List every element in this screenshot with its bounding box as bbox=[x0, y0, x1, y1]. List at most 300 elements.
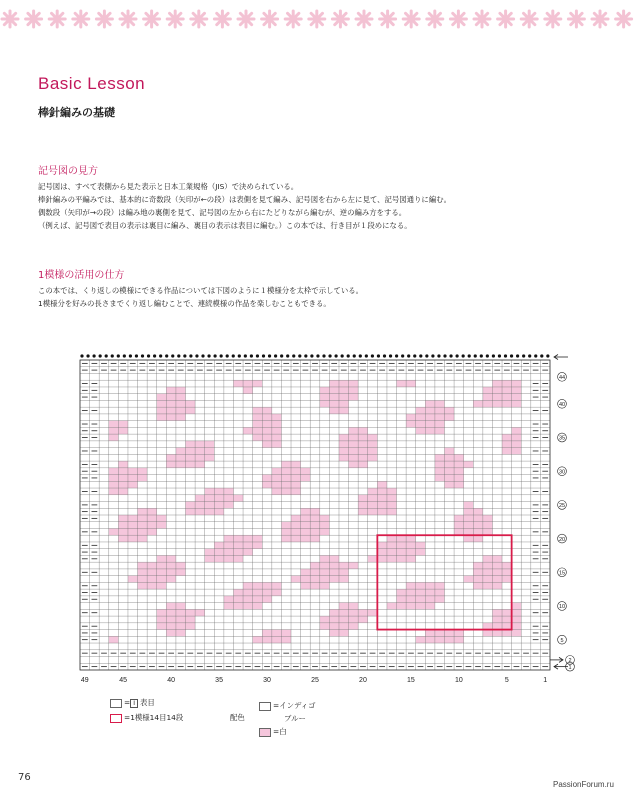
x-tick-label: 35 bbox=[215, 677, 223, 684]
chart-cell-white bbox=[512, 427, 522, 434]
chart-cell-white bbox=[195, 502, 205, 509]
cast-off-dot bbox=[347, 354, 350, 357]
chart-cell-white bbox=[492, 616, 502, 623]
svg-text:20: 20 bbox=[558, 536, 566, 543]
chart-cell-white bbox=[512, 448, 522, 455]
chart-cell-white bbox=[186, 508, 196, 515]
chart-cell-white bbox=[128, 528, 138, 535]
chart-cell-white bbox=[492, 555, 502, 562]
cast-off-dot bbox=[117, 354, 120, 357]
chart-cell-white bbox=[157, 407, 167, 414]
chart-cell-white bbox=[444, 454, 454, 461]
chart-cell-white bbox=[243, 542, 253, 549]
chart-cell-white bbox=[377, 549, 387, 556]
chart-cell-white bbox=[109, 475, 119, 482]
chart-cell-white bbox=[157, 623, 167, 630]
chart-cell-white bbox=[339, 448, 349, 455]
chart-cell-white bbox=[320, 528, 330, 535]
chart-cell-white bbox=[253, 542, 263, 549]
chart-cell-white bbox=[310, 508, 320, 515]
chart-cell-white bbox=[397, 380, 407, 387]
chart-cell-white bbox=[512, 394, 522, 401]
chart-cell-white bbox=[243, 427, 253, 434]
chart-cell-white bbox=[176, 616, 186, 623]
chart-cell-white bbox=[464, 528, 474, 535]
chart-cell-white bbox=[358, 502, 368, 509]
chart-cell-white bbox=[157, 414, 167, 421]
chart-cell-white bbox=[406, 555, 416, 562]
chart-cell-white bbox=[214, 502, 224, 509]
chart-cell-white bbox=[147, 522, 157, 529]
chart-cell-white bbox=[186, 441, 196, 448]
chart-cell-white bbox=[349, 427, 359, 434]
chart-cell-white bbox=[157, 569, 167, 576]
chart-cell-white bbox=[512, 380, 522, 387]
chart-cell-white bbox=[301, 528, 311, 535]
chart-cell-white bbox=[118, 522, 128, 529]
chart-cell-white bbox=[272, 427, 282, 434]
chart-cell-white bbox=[157, 609, 167, 616]
chart-cell-white bbox=[368, 454, 378, 461]
chart-cell-white bbox=[128, 535, 138, 542]
x-tick-label: 49 bbox=[80, 677, 89, 684]
chart-cell-white bbox=[262, 582, 272, 589]
chart-cell-white bbox=[253, 596, 263, 603]
cast-off-dot bbox=[528, 354, 531, 357]
chart-cell-white bbox=[147, 508, 157, 515]
chart-cell-white bbox=[483, 569, 493, 576]
chart-cell-white bbox=[377, 508, 387, 515]
cast-off-dot bbox=[413, 354, 416, 357]
chart-cell-white bbox=[320, 569, 330, 576]
chart-cell-white bbox=[473, 515, 483, 522]
y-tick-label bbox=[558, 500, 567, 509]
chart-cell-white bbox=[320, 394, 330, 401]
chart-cell-white bbox=[483, 387, 493, 394]
chart-cell-white bbox=[397, 596, 407, 603]
chart-cell-white bbox=[224, 542, 234, 549]
chart-cell-white bbox=[435, 400, 445, 407]
chart-cell-white bbox=[281, 475, 291, 482]
chart-cell-white bbox=[349, 434, 359, 441]
chart-cell-white bbox=[349, 623, 359, 630]
cast-off-dot bbox=[195, 354, 198, 357]
chart-cell-white bbox=[339, 630, 349, 637]
cast-off-dot bbox=[425, 354, 428, 357]
chart-cell-white bbox=[301, 515, 311, 522]
chart-motif-cells bbox=[109, 380, 521, 643]
chart-cell-white bbox=[214, 488, 224, 495]
chart-cell-white bbox=[224, 535, 234, 542]
chart-cell-white bbox=[368, 448, 378, 455]
chart-cell-white bbox=[483, 528, 493, 535]
chart-cell-white bbox=[147, 582, 157, 589]
cast-off-dot bbox=[456, 354, 459, 357]
cast-off-dot bbox=[316, 354, 319, 357]
chart-cell-white bbox=[502, 387, 512, 394]
chart-cell-white bbox=[205, 549, 215, 556]
legend-repeat-text: =1模様14目14段 bbox=[124, 713, 184, 722]
y-tick-label bbox=[558, 433, 567, 442]
chart-cell-white bbox=[368, 609, 378, 616]
chart-cell-white bbox=[301, 569, 311, 576]
chart-cell-white bbox=[166, 609, 176, 616]
chart-cell-white bbox=[138, 569, 148, 576]
chart-cell-white bbox=[224, 603, 234, 610]
chart-cell-white bbox=[502, 609, 512, 616]
svg-text:25: 25 bbox=[558, 503, 566, 510]
cast-off-dot bbox=[256, 354, 259, 357]
chart-cell-white bbox=[301, 522, 311, 529]
cast-off-dot bbox=[462, 354, 465, 357]
cast-off-dot bbox=[147, 354, 150, 357]
chart-cell-white bbox=[310, 528, 320, 535]
cast-off-dot bbox=[129, 354, 132, 357]
cast-off-dot bbox=[359, 354, 362, 357]
chart-cell-white bbox=[262, 475, 272, 482]
legend-color-heading: 配色 bbox=[230, 713, 245, 722]
chart-cell-white bbox=[291, 488, 301, 495]
chart-cell-white bbox=[157, 562, 167, 569]
cast-off-dot bbox=[274, 354, 277, 357]
svg-text:1: 1 bbox=[568, 664, 572, 671]
cast-off-dot bbox=[310, 354, 313, 357]
chart-cell-white bbox=[397, 535, 407, 542]
section-heading-repeat-usage: 1模様の活用の仕方 bbox=[38, 270, 125, 281]
chart-cell-white bbox=[416, 542, 426, 549]
chart-cell-white bbox=[358, 448, 368, 455]
cast-off-dot bbox=[304, 354, 307, 357]
cast-off-dot bbox=[298, 354, 301, 357]
section1-line-3: 偶数段（矢印が→の段）は編み地の裏側を見て、記号図の左から右にたどりながら編むが、逆の編み方をする。 bbox=[38, 208, 407, 217]
chart-cell-white bbox=[320, 576, 330, 583]
chart-cell-white bbox=[339, 434, 349, 441]
svg-text:2: 2 bbox=[568, 658, 572, 665]
chart-cell-white bbox=[444, 475, 454, 482]
chart-cell-white bbox=[320, 515, 330, 522]
chart-cell-white bbox=[176, 448, 186, 455]
chart-cell-white bbox=[301, 468, 311, 475]
chart-cell-white bbox=[109, 636, 119, 643]
chart-cell-white bbox=[224, 555, 234, 562]
chart-cell-white bbox=[368, 488, 378, 495]
chart-cell-white bbox=[425, 603, 435, 610]
chart-cell-white bbox=[109, 468, 119, 475]
chart-cell-white bbox=[262, 636, 272, 643]
chart-cell-white bbox=[233, 542, 243, 549]
chart-cell-white bbox=[243, 387, 253, 394]
cast-off-dot bbox=[546, 354, 549, 357]
chart-cell-white bbox=[512, 609, 522, 616]
white-swatch bbox=[259, 728, 271, 737]
chart-cell-white bbox=[166, 400, 176, 407]
chart-cell-white bbox=[214, 508, 224, 515]
chart-cell-white bbox=[435, 468, 445, 475]
chart-cell-white bbox=[118, 421, 128, 428]
chart-cell-white bbox=[483, 623, 493, 630]
y-tick-label bbox=[558, 467, 567, 476]
chart-cell-white bbox=[205, 488, 215, 495]
chart-cell-white bbox=[492, 630, 502, 637]
chart-cell-white bbox=[138, 535, 148, 542]
chart-cell-white bbox=[205, 508, 215, 515]
chart-cell-white bbox=[358, 434, 368, 441]
cast-off-dot bbox=[286, 354, 289, 357]
chart-cell-white bbox=[176, 407, 186, 414]
chart-cell-white bbox=[109, 434, 119, 441]
chart-cell-white bbox=[339, 380, 349, 387]
chart-cell-white bbox=[464, 576, 474, 583]
legend-repeat bbox=[110, 712, 183, 723]
chart-cell-white bbox=[272, 414, 282, 421]
chart-cell-white bbox=[406, 414, 416, 421]
chart-cell-white bbox=[138, 522, 148, 529]
chart-cell-white bbox=[157, 616, 167, 623]
chart-cell-white bbox=[214, 495, 224, 502]
chart-cell-white bbox=[512, 441, 522, 448]
chart-cell-white bbox=[262, 481, 272, 488]
cast-off-dot bbox=[165, 354, 168, 357]
chart-cell-white bbox=[454, 481, 464, 488]
chart-cell-white bbox=[262, 589, 272, 596]
cast-off-dot bbox=[80, 354, 83, 357]
chart-cell-white bbox=[272, 630, 282, 637]
chart-cell-white bbox=[109, 421, 119, 428]
chart-cell-white bbox=[310, 576, 320, 583]
chart-cell-white bbox=[138, 515, 148, 522]
chart-cell-white bbox=[147, 576, 157, 583]
chart-cell-white bbox=[473, 522, 483, 529]
chart-cell-white bbox=[118, 535, 128, 542]
chart-cell-white bbox=[138, 562, 148, 569]
chart-cell-white bbox=[281, 630, 291, 637]
chart-cell-white bbox=[224, 549, 234, 556]
chart-cell-white bbox=[186, 454, 196, 461]
chart-cell-white bbox=[464, 515, 474, 522]
x-tick-label: 45 bbox=[119, 677, 128, 684]
legend-color1-text2: ブルー bbox=[284, 714, 306, 723]
chart-cell-white bbox=[138, 508, 148, 515]
chart-cell-white bbox=[358, 441, 368, 448]
chart-cell-white bbox=[109, 488, 119, 495]
chart-cell-white bbox=[195, 454, 205, 461]
chart-cell-white bbox=[473, 400, 483, 407]
chart-cell-white bbox=[147, 562, 157, 569]
chart-cell-white bbox=[416, 427, 426, 434]
chart-cell-white bbox=[176, 454, 186, 461]
chart-cell-white bbox=[473, 576, 483, 583]
chart-cell-white bbox=[310, 562, 320, 569]
chart-cell-white bbox=[128, 522, 138, 529]
chart-cell-white bbox=[291, 481, 301, 488]
chart-cell-white bbox=[320, 400, 330, 407]
chart-cell-white bbox=[243, 380, 253, 387]
chart-cell-white bbox=[339, 387, 349, 394]
svg-text:40: 40 bbox=[558, 402, 566, 409]
chart-cell-white bbox=[128, 475, 138, 482]
chart-cell-white bbox=[281, 522, 291, 529]
chart-cell-white bbox=[176, 603, 186, 610]
chart-cell-white bbox=[444, 481, 454, 488]
chart-cell-white bbox=[464, 522, 474, 529]
chart-cell-white bbox=[157, 400, 167, 407]
chart-cell-white bbox=[349, 380, 359, 387]
chart-cell-white bbox=[281, 528, 291, 535]
chart-cell-white bbox=[397, 603, 407, 610]
chart-cell-white bbox=[368, 502, 378, 509]
chart-cell-white bbox=[233, 535, 243, 542]
section2-line-1: この本では、くり返しの模様にできる作品については下図のように１模様分を太枠で示している。 bbox=[38, 286, 364, 295]
chart-cell-white bbox=[349, 387, 359, 394]
chart-cell-white bbox=[272, 475, 282, 482]
chart-cell-white bbox=[454, 515, 464, 522]
chart-cell-white bbox=[349, 454, 359, 461]
repeat-swatch bbox=[110, 714, 122, 723]
chart-cell-white bbox=[444, 468, 454, 475]
svg-text:44: 44 bbox=[558, 375, 566, 382]
chart-cell-white bbox=[301, 582, 311, 589]
chart-cell-white bbox=[502, 562, 512, 569]
chart-cell-white bbox=[233, 495, 243, 502]
chart-cell-white bbox=[358, 461, 368, 468]
cast-off-dot bbox=[111, 354, 114, 357]
cast-off-dot bbox=[189, 354, 192, 357]
chart-cell-white bbox=[233, 555, 243, 562]
chart-cell-white bbox=[329, 400, 339, 407]
chart-cell-white bbox=[195, 448, 205, 455]
x-tick-label: 30 bbox=[263, 677, 271, 684]
chart-cell-white bbox=[291, 535, 301, 542]
chart-cell-white bbox=[339, 394, 349, 401]
cast-off-dot bbox=[214, 354, 217, 357]
legend-color-indigo bbox=[259, 700, 316, 711]
chart-cell-white bbox=[397, 549, 407, 556]
chart-cell-white bbox=[435, 475, 445, 482]
chart-cell-white bbox=[253, 535, 263, 542]
chart-cell-white bbox=[492, 623, 502, 630]
cast-off-dot bbox=[383, 354, 386, 357]
chart-cell-white bbox=[349, 616, 359, 623]
chart-cell-white bbox=[377, 488, 387, 495]
chart-cell-white bbox=[416, 407, 426, 414]
cast-off-dot bbox=[105, 354, 108, 357]
chart-cell-white bbox=[166, 555, 176, 562]
chart-cell-white bbox=[349, 461, 359, 468]
chart-cell-white bbox=[368, 441, 378, 448]
chart-cell-white bbox=[387, 495, 397, 502]
chart-cell-white bbox=[262, 421, 272, 428]
chart-cell-white bbox=[339, 616, 349, 623]
chart-cell-white bbox=[224, 596, 234, 603]
chart-cell-white bbox=[272, 441, 282, 448]
y-tick-label bbox=[558, 399, 567, 408]
chart-cell-white bbox=[425, 421, 435, 428]
chart-cell-white bbox=[502, 394, 512, 401]
chart-cell-white bbox=[109, 427, 119, 434]
chart-cell-white bbox=[195, 441, 205, 448]
chart-cell-white bbox=[406, 603, 416, 610]
chart-cell-white bbox=[243, 589, 253, 596]
chart-cell-white bbox=[176, 387, 186, 394]
chart-cell-white bbox=[118, 468, 128, 475]
chart-cell-white bbox=[444, 448, 454, 455]
chart-cell-white bbox=[502, 448, 512, 455]
chart-cell-white bbox=[435, 407, 445, 414]
chart-cell-white bbox=[205, 454, 215, 461]
chart-cell-white bbox=[502, 623, 512, 630]
chart-cell-white bbox=[329, 555, 339, 562]
chart-cell-white bbox=[425, 407, 435, 414]
cast-off-dot bbox=[449, 354, 452, 357]
chart-cell-white bbox=[291, 515, 301, 522]
chart-cell-white bbox=[349, 441, 359, 448]
chart-cell-white bbox=[262, 434, 272, 441]
cast-off-dot bbox=[86, 354, 89, 357]
chart-cell-white bbox=[483, 515, 493, 522]
chart-cell-white bbox=[147, 569, 157, 576]
chart-cell-white bbox=[166, 576, 176, 583]
y-tick-label bbox=[558, 534, 567, 543]
chart-cell-white bbox=[329, 387, 339, 394]
chart-cell-white bbox=[339, 562, 349, 569]
chart-cell-white bbox=[435, 461, 445, 468]
cast-off-dot bbox=[474, 354, 477, 357]
chart-cell-white bbox=[502, 616, 512, 623]
cast-off-dot bbox=[498, 354, 501, 357]
chart-cell-white bbox=[387, 603, 397, 610]
chart-cell-white bbox=[195, 495, 205, 502]
cast-off-dot bbox=[159, 354, 162, 357]
chart-cell-white bbox=[166, 562, 176, 569]
chart-cell-white bbox=[502, 569, 512, 576]
chart-cell-white bbox=[435, 454, 445, 461]
chart-cell-white bbox=[233, 589, 243, 596]
chart-cell-white bbox=[186, 609, 196, 616]
chart-cell-white bbox=[406, 542, 416, 549]
cast-off-dot bbox=[99, 354, 102, 357]
cast-off-dot bbox=[504, 354, 507, 357]
chart-cell-white bbox=[291, 461, 301, 468]
chart-cell-white bbox=[272, 481, 282, 488]
chart-cell-white bbox=[329, 562, 339, 569]
cast-off-dot bbox=[365, 354, 368, 357]
x-tick-label: 40 bbox=[167, 677, 176, 684]
chart-cell-white bbox=[166, 414, 176, 421]
chart-cell-white bbox=[473, 582, 483, 589]
chart-cell-white bbox=[502, 380, 512, 387]
chart-cell-white bbox=[118, 481, 128, 488]
chart-cell-white bbox=[272, 434, 282, 441]
chart-cell-white bbox=[186, 502, 196, 509]
chart-cell-white bbox=[138, 528, 148, 535]
chart-cell-white bbox=[397, 542, 407, 549]
chart-cell-white bbox=[291, 475, 301, 482]
chart-cell-white bbox=[272, 582, 282, 589]
chart-cell-white bbox=[186, 616, 196, 623]
section1-line-4: （例えば、記号図で表目の表示は裏目に編み、裏目の表示は表目に編む。）この本では、行き目が１段めになる。 bbox=[38, 221, 412, 230]
chart-cell-white bbox=[329, 394, 339, 401]
chart-cell-white bbox=[253, 421, 263, 428]
chart-cell-white bbox=[512, 387, 522, 394]
chart-cell-white bbox=[492, 609, 502, 616]
chart-cell-white bbox=[205, 441, 215, 448]
chart-cell-white bbox=[425, 596, 435, 603]
cast-off-dot bbox=[492, 354, 495, 357]
chart-cell-white bbox=[406, 421, 416, 428]
chart-cell-white bbox=[281, 636, 291, 643]
chart-cell-white bbox=[483, 562, 493, 569]
chart-cell-white bbox=[397, 555, 407, 562]
